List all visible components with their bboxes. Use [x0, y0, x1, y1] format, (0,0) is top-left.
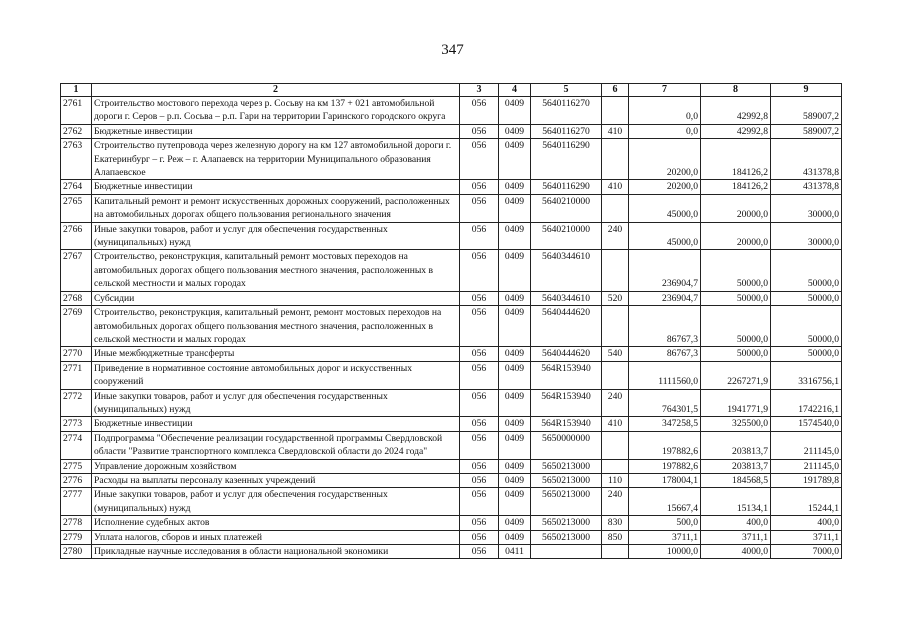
column-header-6: 6	[602, 84, 629, 97]
cell-value-7: 236904,7	[629, 250, 701, 291]
cell-value-8: 325500,0	[701, 417, 771, 431]
cell-value-9: 50000,0	[771, 306, 842, 347]
cell-code-6	[602, 361, 629, 389]
row-name: Иные закупки товаров, работ и услуг для обеспечения государственных (муниципальных) нужд	[92, 488, 460, 516]
cell-value-7: 1111560,0	[629, 361, 701, 389]
cell-code-6	[602, 194, 629, 222]
row-number: 2768	[61, 291, 92, 305]
cell-code-4: 0409	[499, 139, 531, 180]
cell-value-7: 45000,0	[629, 222, 701, 250]
cell-value-9: 1742216,1	[771, 389, 842, 417]
cell-value-7: 197882,6	[629, 459, 701, 473]
cell-code-4: 0409	[499, 516, 531, 530]
column-header-5: 5	[531, 84, 602, 97]
row-name: Иные межбюджетные трансферты	[92, 347, 460, 361]
cell-value-8: 400,0	[701, 516, 771, 530]
cell-value-9: 211145,0	[771, 431, 842, 459]
cell-code-5: 5650213000	[531, 530, 602, 544]
cell-code-3: 056	[460, 417, 499, 431]
cell-value-8: 184126,2	[701, 180, 771, 194]
budget-table	[60, 83, 842, 559]
cell-code-6: 540	[602, 347, 629, 361]
cell-code-6: 520	[602, 291, 629, 305]
cell-code-3: 056	[460, 306, 499, 347]
cell-value-9: 191789,8	[771, 473, 842, 487]
cell-code-3: 056	[460, 180, 499, 194]
cell-value-8: 50000,0	[701, 347, 771, 361]
cell-value-9: 30000,0	[771, 194, 842, 222]
cell-code-5: 5650000000	[531, 431, 602, 459]
cell-value-8: 42992,8	[701, 97, 771, 125]
cell-code-5: 5640344610	[531, 250, 602, 291]
row-name: Строительство, реконструкция, капитальный ремонт мостовых переходов на автомобильных дорогах общего пользования местного значения, расположенных в сельской местности и малых городах	[92, 250, 460, 291]
cell-code-6	[602, 545, 629, 559]
table-row	[61, 250, 842, 291]
row-number: 2766	[61, 222, 92, 250]
column-header-4: 4	[499, 84, 531, 97]
row-number: 2771	[61, 361, 92, 389]
cell-code-5: 564R153940	[531, 417, 602, 431]
cell-value-8: 50000,0	[701, 306, 771, 347]
cell-code-4: 0411	[499, 545, 531, 559]
cell-code-4: 0409	[499, 530, 531, 544]
cell-code-5	[531, 545, 602, 559]
row-number: 2774	[61, 431, 92, 459]
cell-value-9: 30000,0	[771, 222, 842, 250]
cell-value-8: 15134,1	[701, 488, 771, 516]
row-number: 2763	[61, 139, 92, 180]
row-number: 2762	[61, 124, 92, 138]
cell-value-7: 86767,3	[629, 347, 701, 361]
header-row	[61, 84, 842, 97]
table-row	[61, 459, 842, 473]
row-name: Строительство мостового перехода через р. Сосьву на км 137 + 021 автомобильной дороги г. Серов – р.п. Сосьва – р.п. Гари на территории Гаринского городского округа	[92, 97, 460, 125]
table-row	[61, 431, 842, 459]
cell-code-4: 0409	[499, 417, 531, 431]
cell-value-7: 197882,6	[629, 431, 701, 459]
cell-code-5: 5640444620	[531, 347, 602, 361]
row-name: Приведение в нормативное состояние автомобильных дорог и искусственных сооружений	[92, 361, 460, 389]
row-number: 2780	[61, 545, 92, 559]
cell-code-3: 056	[460, 347, 499, 361]
cell-code-3: 056	[460, 389, 499, 417]
cell-code-5: 5640116270	[531, 124, 602, 138]
cell-code-3: 056	[460, 250, 499, 291]
row-number: 2773	[61, 417, 92, 431]
row-number: 2769	[61, 306, 92, 347]
cell-code-3: 056	[460, 473, 499, 487]
cell-value-8: 184126,2	[701, 139, 771, 180]
cell-code-6	[602, 250, 629, 291]
cell-value-9: 3711,1	[771, 530, 842, 544]
row-number: 2779	[61, 530, 92, 544]
cell-value-7: 45000,0	[629, 194, 701, 222]
cell-value-9: 3316756,1	[771, 361, 842, 389]
table-row	[61, 97, 842, 125]
cell-code-4: 0409	[499, 250, 531, 291]
cell-value-9: 589007,2	[771, 97, 842, 125]
row-name: Бюджетные инвестиции	[92, 417, 460, 431]
cell-code-4: 0409	[499, 389, 531, 417]
cell-code-6	[602, 139, 629, 180]
cell-value-8: 4000,0	[701, 545, 771, 559]
table-row	[61, 291, 842, 305]
row-name: Прикладные научные исследования в области национальной экономики	[92, 545, 460, 559]
cell-code-5: 5650213000	[531, 516, 602, 530]
cell-code-4: 0409	[499, 222, 531, 250]
column-header-1: 1	[61, 84, 92, 97]
cell-code-5: 5650213000	[531, 473, 602, 487]
cell-value-9: 431378,8	[771, 139, 842, 180]
cell-value-9: 7000,0	[771, 545, 842, 559]
cell-value-9: 50000,0	[771, 250, 842, 291]
table-row	[61, 222, 842, 250]
cell-value-8: 3711,1	[701, 530, 771, 544]
cell-code-6	[602, 306, 629, 347]
table-row	[61, 530, 842, 544]
table-row	[61, 361, 842, 389]
row-name: Иные закупки товаров, работ и услуг для обеспечения государственных (муниципальных) нужд	[92, 389, 460, 417]
cell-value-7: 15667,4	[629, 488, 701, 516]
cell-value-7: 236904,7	[629, 291, 701, 305]
table-row	[61, 180, 842, 194]
cell-code-6: 410	[602, 180, 629, 194]
cell-code-3: 056	[460, 291, 499, 305]
cell-code-3: 056	[460, 194, 499, 222]
cell-value-9: 589007,2	[771, 124, 842, 138]
cell-code-6: 850	[602, 530, 629, 544]
row-number: 2765	[61, 194, 92, 222]
cell-value-7: 764301,5	[629, 389, 701, 417]
cell-code-5: 5640210000	[531, 222, 602, 250]
cell-code-4: 0409	[499, 124, 531, 138]
cell-code-5: 564R153940	[531, 389, 602, 417]
cell-value-7: 178004,1	[629, 473, 701, 487]
row-number: 2778	[61, 516, 92, 530]
cell-code-5: 5640444620	[531, 306, 602, 347]
cell-value-8: 20000,0	[701, 222, 771, 250]
column-header-9: 9	[771, 84, 842, 97]
cell-code-4: 0409	[499, 431, 531, 459]
table-row	[61, 306, 842, 347]
cell-value-7: 20200,0	[629, 180, 701, 194]
row-name: Бюджетные инвестиции	[92, 180, 460, 194]
cell-code-4: 0409	[499, 194, 531, 222]
cell-value-8: 42992,8	[701, 124, 771, 138]
cell-code-6: 410	[602, 417, 629, 431]
cell-code-5: 5640116290	[531, 180, 602, 194]
cell-code-6	[602, 431, 629, 459]
column-header-2: 2	[92, 84, 460, 97]
cell-code-4: 0409	[499, 347, 531, 361]
cell-value-7: 500,0	[629, 516, 701, 530]
cell-code-5: 5640210000	[531, 194, 602, 222]
cell-value-8: 1941771,9	[701, 389, 771, 417]
cell-code-3: 056	[460, 139, 499, 180]
row-number: 2764	[61, 180, 92, 194]
cell-code-3: 056	[460, 545, 499, 559]
row-number: 2761	[61, 97, 92, 125]
row-name: Управление дорожным хозяйством	[92, 459, 460, 473]
cell-value-9: 400,0	[771, 516, 842, 530]
cell-code-6: 830	[602, 516, 629, 530]
cell-code-5: 5640344610	[531, 291, 602, 305]
cell-code-4: 0409	[499, 97, 531, 125]
cell-value-9: 1574540,0	[771, 417, 842, 431]
cell-value-7: 0,0	[629, 97, 701, 125]
cell-code-4: 0409	[499, 459, 531, 473]
table-row	[61, 488, 842, 516]
cell-code-6: 240	[602, 389, 629, 417]
table-row	[61, 516, 842, 530]
cell-code-4: 0409	[499, 291, 531, 305]
row-name: Иные закупки товаров, работ и услуг для обеспечения государственных (муниципальных) нужд	[92, 222, 460, 250]
cell-value-7: 20200,0	[629, 139, 701, 180]
row-name: Расходы на выплаты персоналу казенных учреждений	[92, 473, 460, 487]
cell-value-8: 184568,5	[701, 473, 771, 487]
row-number: 2767	[61, 250, 92, 291]
cell-value-9: 50000,0	[771, 347, 842, 361]
cell-code-3: 056	[460, 459, 499, 473]
table-row	[61, 473, 842, 487]
row-number: 2772	[61, 389, 92, 417]
cell-code-6: 110	[602, 473, 629, 487]
table-row	[61, 124, 842, 138]
cell-code-5: 5640116270	[531, 97, 602, 125]
table-row	[61, 417, 842, 431]
cell-code-4: 0409	[499, 488, 531, 516]
table-row	[61, 139, 842, 180]
cell-code-5: 5650213000	[531, 459, 602, 473]
table-row	[61, 347, 842, 361]
cell-code-6: 240	[602, 488, 629, 516]
cell-value-7: 3711,1	[629, 530, 701, 544]
cell-code-5: 5650213000	[531, 488, 602, 516]
cell-value-9: 431378,8	[771, 180, 842, 194]
row-name: Капитальный ремонт и ремонт искусственных дорожных сооружений, расположенных на автомобильных дорогах общего пользования регионального значения	[92, 194, 460, 222]
cell-value-8: 50000,0	[701, 291, 771, 305]
cell-code-6	[602, 459, 629, 473]
column-header-7: 7	[629, 84, 701, 97]
table-row	[61, 545, 842, 559]
row-number: 2775	[61, 459, 92, 473]
cell-value-8: 203813,7	[701, 431, 771, 459]
row-number: 2770	[61, 347, 92, 361]
cell-value-8: 20000,0	[701, 194, 771, 222]
cell-code-5: 5640116290	[531, 139, 602, 180]
table-row	[61, 389, 842, 417]
cell-value-7: 86767,3	[629, 306, 701, 347]
row-name: Исполнение судебных актов	[92, 516, 460, 530]
cell-code-3: 056	[460, 516, 499, 530]
cell-value-9: 15244,1	[771, 488, 842, 516]
table-row	[61, 194, 842, 222]
cell-value-9: 50000,0	[771, 291, 842, 305]
row-name: Строительство путепровода через железную дорогу на км 127 автомобильной дороги г. Екатеринбург – г. Реж – г. Алапаевск на территории Муниципального образования Алапаевское	[92, 139, 460, 180]
cell-code-3: 056	[460, 361, 499, 389]
cell-value-7: 347258,5	[629, 417, 701, 431]
cell-code-4: 0409	[499, 473, 531, 487]
row-name: Строительство, реконструкция, капитальный ремонт, ремонт мостовых переходов на автомобильных дорогах общего пользования местного значения, расположенных в сельской местности и малых городах	[92, 306, 460, 347]
cell-value-9: 211145,0	[771, 459, 842, 473]
cell-value-7: 10000,0	[629, 545, 701, 559]
row-name: Субсидии	[92, 291, 460, 305]
cell-code-4: 0409	[499, 180, 531, 194]
cell-code-3: 056	[460, 530, 499, 544]
row-number: 2777	[61, 488, 92, 516]
cell-code-4: 0409	[499, 306, 531, 347]
cell-code-3: 056	[460, 124, 499, 138]
cell-value-7: 0,0	[629, 124, 701, 138]
cell-code-4: 0409	[499, 361, 531, 389]
cell-code-3: 056	[460, 431, 499, 459]
cell-code-3: 056	[460, 222, 499, 250]
column-header-3: 3	[460, 84, 499, 97]
page-number: 347	[441, 42, 464, 58]
row-name: Бюджетные инвестиции	[92, 124, 460, 138]
column-header-8: 8	[701, 84, 771, 97]
row-name: Подпрограмма "Обеспечение реализации государственной программы Свердловской области "Развитие транспортного комплекса Свердловской области до 2024 года"	[92, 431, 460, 459]
row-name: Уплата налогов, сборов и иных платежей	[92, 530, 460, 544]
cell-value-8: 203813,7	[701, 459, 771, 473]
cell-code-6	[602, 97, 629, 125]
cell-code-6: 410	[602, 124, 629, 138]
cell-code-3: 056	[460, 97, 499, 125]
cell-code-6: 240	[602, 222, 629, 250]
cell-code-5: 564R153940	[531, 361, 602, 389]
table-body	[61, 97, 842, 559]
cell-value-8: 2267271,9	[701, 361, 771, 389]
cell-code-3: 056	[460, 488, 499, 516]
cell-value-8: 50000,0	[701, 250, 771, 291]
row-number: 2776	[61, 473, 92, 487]
